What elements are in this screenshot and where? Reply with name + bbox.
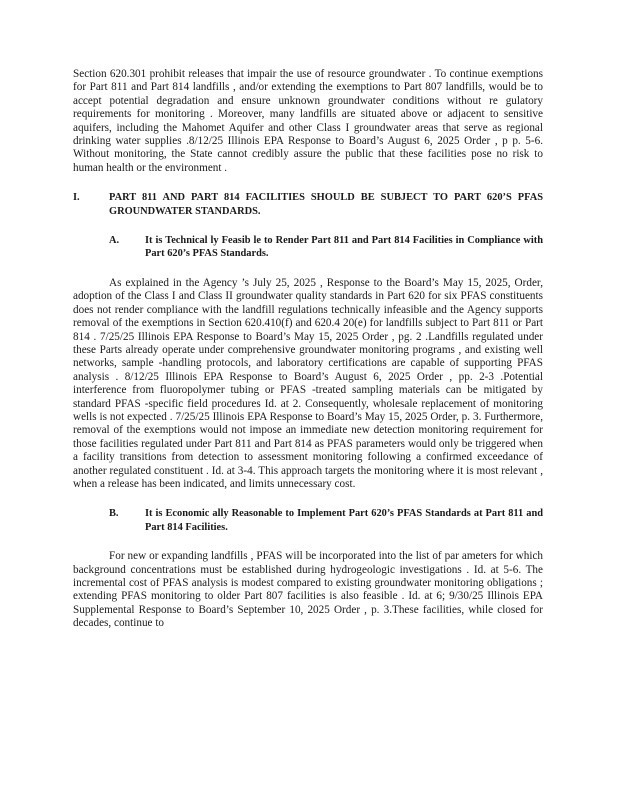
section-number: I. — [73, 192, 80, 204]
subsection-heading-A — [73, 234, 543, 261]
intro-paragraph: Section 620.301 prohibit releases that impair the use of resource groundwater . To continue exemptions for Part 811 and Part 814 landfills , and/or extending the exemptions to Part 807 landfills, would be to accept potential degradation and ensure unknown groundwater conditions without re gulatory requirements for monitoring . Moreover, many landfills are situated above or adjacent to sensitive aquifers, including the Mahomet Aquifer and other Class I groundwater areas that serve as regional drinking water supplies .8/12/25 Illinois EPA Response to Board’s August 6, 2025 Order , p p. 5-6. Without monitoring, the State cannot credibly assure the public that these facilities pose no risk to human health or the environment . — [73, 68, 543, 174]
subsection-heading-B — [73, 507, 543, 534]
subsection-title: It is Technical ly Feasib le to Render Part 811 and Part 814 Facilities in Compliance with Part 620’s PFAS Standards. — [145, 235, 543, 260]
subsection-number: A. — [109, 235, 120, 247]
subsection-number: B. — [109, 508, 119, 520]
paragraph-technical-feasibility: As explained in the Agency ’s July 25, 2025 , Response to the Board’s May 15, 2025, Order, adoption of the Class I and Class II groundwater quality standards in Part 620 for six PFAS constituents does not render compliance with the landfill regulations technically infeasible and the Agency supports removal of the exemptions in Section 620.410(f) and 620.4 20(e) for landfills subject to Part 811 or Part 814 . 7/25/25 Illinois EPA Response to Board’s May 15, 2025 Order , pg. 2 .Landfills regulated under these Parts already operate under comprehensive groundwater monitoring programs , and existing well networks, sample -handling protocols, and laboratory certifications are capable of supporting PFAS analysis . 8/12/25 Illinois EPA Response to Board’s August 6, 2025 Order , pp. 2-3 .Potential interference from fluoropolymer tubing or PFAS -treated sampling materials can be mitigated by standard PFAS -specific field procedures Id. at 2. Consequently, wholesale replacement of monitoring wells is not expected . 7/25/25 Illinois EPA Response to Board’s May 15, 2025 Order, p. 3. Furthermore, removal of the exemptions would not impose an immediate new detection monitoring requirement for those facilities regulated under Part 811 and Part 814 as PFAS parameters would only be triggered when a facility transitions from detection to assessment monitoring following a confirmed exceedance of another regulated constituent . Id. at 3-4. This approach targets the monitoring where it is most relevant , when a release has been indicated, and limits unnecessary cost. — [73, 276, 543, 490]
subsection-title: It is Economic ally Reasonable to Implement Part 620’s PFAS Standards at Part 811 and Part 814 Facilities. — [145, 508, 543, 533]
section-title: PART 811 AND PART 814 FACILITIES SHOULD BE SUBJECT TO PART 620’S PFAS GROUNDWATER STANDARDS. — [109, 192, 543, 217]
paragraph-economic-reasonableness: For new or expanding landfills , PFAS will be incorporated into the list of par ameters for which background concentrations must be established during hydrogeologic investigations . Id. at 5-6. The incremental cost of PFAS analysis is modest compared to existing groundwater monitoring obligations ; extending PFAS monitoring to older Part 807 facilities is also feasible . Id. at 6; 9/30/25 Illinois EPA Supplemental Response to Board’s September 10, 2025 Order , p. 3.These facilities, while closed for decades, continue to — [73, 550, 543, 630]
section-heading-I — [73, 191, 543, 218]
document-page — [73, 68, 543, 631]
